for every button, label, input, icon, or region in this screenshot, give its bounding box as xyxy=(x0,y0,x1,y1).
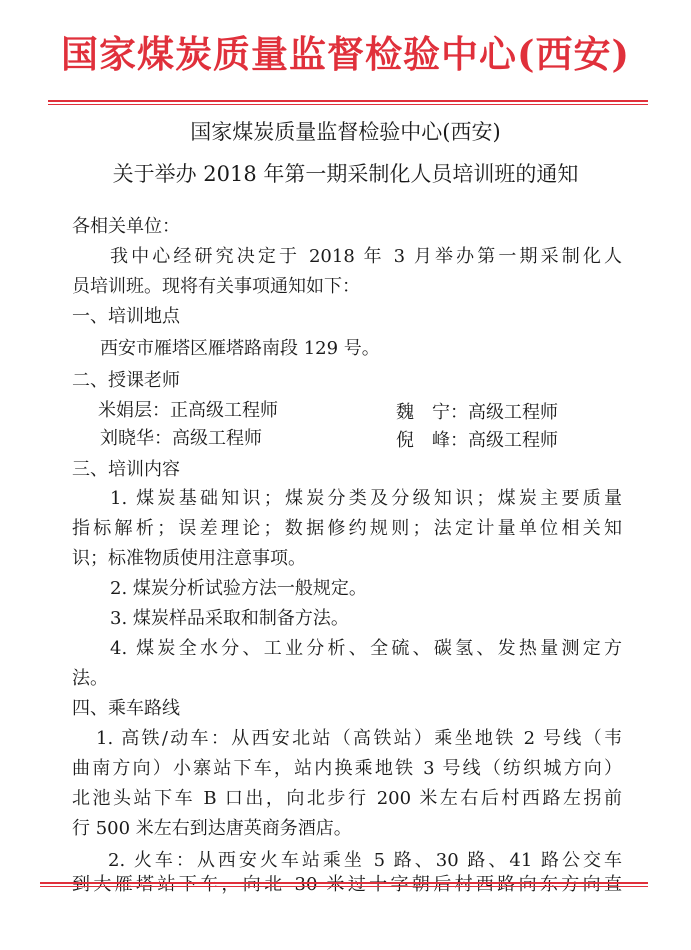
teacher-4: 倪 峰：高级工程师 xyxy=(396,430,558,451)
notice-title-line1: 国家煤炭质量监督检验中心(西安) xyxy=(190,120,501,144)
route1-line1: 1. 高铁/动车：从西安北站（高铁站）乘坐地铁 2 号线（韦 xyxy=(96,728,622,749)
teacher-2: 魏 宁：高级工程师 xyxy=(396,402,558,423)
salutation: 各相关单位： xyxy=(72,216,180,237)
section3-heading: 三、培训内容 xyxy=(72,459,180,480)
section2-heading: 二、授课老师 xyxy=(72,370,180,391)
letterhead xyxy=(0,28,691,100)
content-item4-line2: 法。 xyxy=(72,668,108,689)
section1-address: 西安市雁塔区雁塔路南段 129 号。 xyxy=(100,338,380,359)
content-item2: 2. 煤炭分析试验方法一般规定。 xyxy=(110,578,367,599)
content-item1-line3: 识；标准物质使用注意事项。 xyxy=(72,548,306,569)
route1-line3: 北池头站下车 B 口出，向北步行 200 米左右后村西路左拐前 xyxy=(72,788,622,809)
letterhead-divider-top xyxy=(48,100,648,105)
intro-line1: 我中心经研究决定于 2018 年 3 月举办第一期采制化人 xyxy=(110,246,622,267)
letterhead-divider-bottom xyxy=(40,882,648,887)
notice-title-line2: 关于举办 2018 年第一期采制化人员培训班的通知 xyxy=(112,162,579,186)
route1-line2: 曲南方向）小寨站下车，站内换乘地铁 3 号线（纺织城方向） xyxy=(72,758,622,779)
section4-heading: 四、乘车路线 xyxy=(72,698,180,719)
teacher-3: 刘晓华：高级工程师 xyxy=(100,428,262,449)
content-item1-line2: 指标解析；误差理论；数据修约规则；法定计量单位相关知 xyxy=(72,518,622,539)
route2-line2: 到大雁塔站下车，向北 30 米过十字朝后村西路向东方向直 xyxy=(72,874,622,895)
section1-heading: 一、培训地点 xyxy=(72,306,180,327)
content-item3: 3. 煤炭样品采取和制备方法。 xyxy=(110,608,349,629)
teacher-1: 米娟层：正高级工程师 xyxy=(98,400,278,421)
content-item1-line1: 1. 煤炭基础知识；煤炭分类及分级知识；煤炭主要质量 xyxy=(110,488,622,509)
route1-line4: 行 500 米左右到达唐英商务酒店。 xyxy=(72,818,352,839)
intro-line2: 员培训班。现将有关事项通知如下： xyxy=(72,276,360,297)
route2-line1: 2. 火车：从西安火车站乘坐 5 路、30 路、41 路公交车 xyxy=(108,850,622,871)
content-item4-line1: 4. 煤炭全水分、工业分析、全硫、碳氢、发热量测定方 xyxy=(110,638,622,659)
letterhead-title: 国家煤炭质量监督检验中心(西安) xyxy=(60,32,630,76)
